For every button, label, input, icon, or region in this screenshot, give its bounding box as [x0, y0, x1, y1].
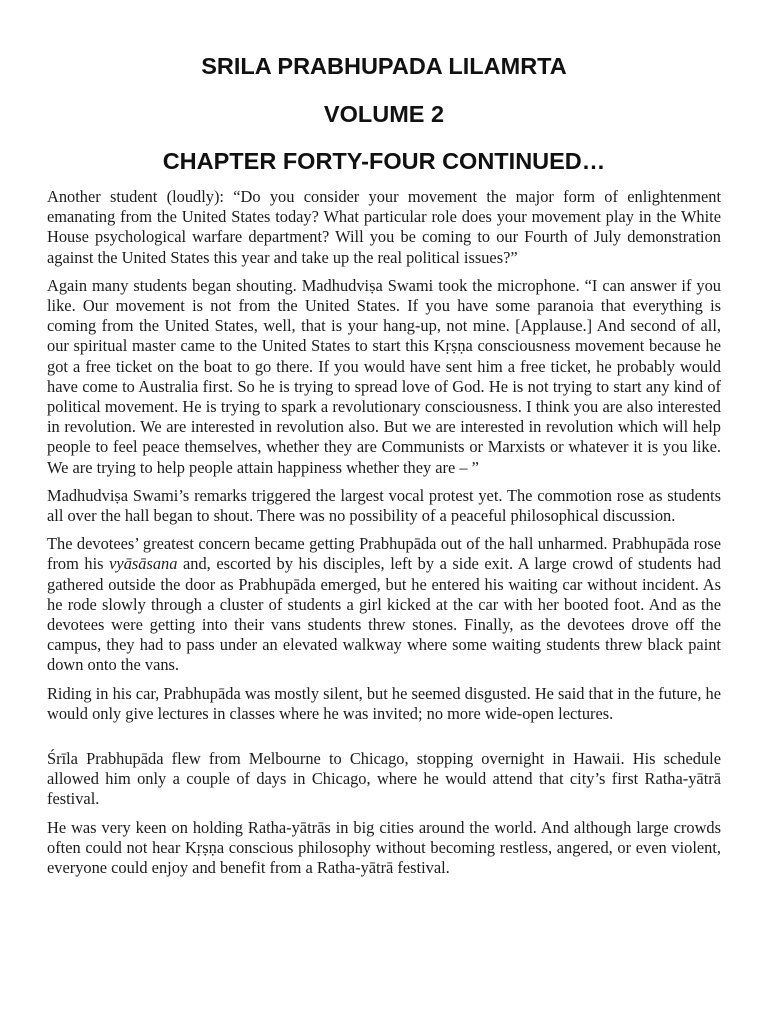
book-title: SRILA PRABHUPADA LILAMRTA [201, 53, 567, 79]
paragraph-6: Śrīla Prabhupāda flew from Melbourne to Chicago, stopping overnight in Hawaii. His schedule allowed him only a couple of days in Chicago, where he would attend that city’s first Ratha-yātrā festival. [47, 749, 721, 809]
paragraph-7: He was very keen on holding Ratha-yātrās in big cities around the world. And although large crowds often could not hear Kṛṣṇa conscious philosophy without becoming restless, angered, or even violent, everyone could enjoy and benefit from a Ratha-yātrā festival. [47, 817, 721, 878]
paragraph-3: Madhudviṣa Swami’s remarks triggered the largest vocal protest yet. The commotion rose as students all over the hall began to shout. There was no possibility of a peaceful philosophical discussion. [47, 485, 721, 526]
paragraph-4-text-start: The devotees’ greatest concern became getting Prabhupāda out of the hall unharmed. Prabhupāda rose from his [47, 534, 721, 574]
paragraph-2: Again many students began shouting. Madhudviṣa Swami took the microphone. “I can answer if you like. Our movement is not from the United States. If you have some paranoia that everything is coming from the United States, well, that is your hang-up, not mine. [Applause.] And second of all, our spiritual master came to the United States to start this Kṛṣṇa consciousness movement because he got a free ticket on the boat to go there. If you would have sent him a free ticket, he probably would have come to Australia first. So he is trying to spread love of God. He is not trying to start any kind of political movement. He is trying to spark a revolutionary consciousness. I think you are also interested in revolution. We are interested in revolution also. But we are interested in revolution which will help people to feel peace themselves, whether they are Communists or Marxists or whatever it is you like. We are trying to help people attain happiness whether they are – ” [47, 275, 721, 477]
paragraph-4 [47, 534, 721, 675]
paragraph-4-italic-term: vyāsāsana [109, 554, 178, 574]
paragraph-5: Riding in his car, Prabhupāda was mostly silent, but he seemed disgusted. He said that in the future, he would only give lectures in classes where he was invited; no more wide-open lectures. [47, 683, 721, 723]
paragraph-1: Another student (loudly): “Do you consider your movement the major form of enlightenment emanating from the United States today? What particular role does your movement play in the White House psychological warfare department? Will you be coming to our Fourth of July demonstration against the United States this year and take up the real political issues?” [47, 187, 721, 267]
document-body [47, 187, 721, 878]
volume-title: VOLUME 2 [323, 101, 445, 127]
chapter-title: CHAPTER FORTY-FOUR CONTINUED… [162, 148, 606, 174]
paragraph-4-text-end: and, escorted by his disciples, left by a side exit. A large crowd of students had gathered outside the door as Prabhupāda emerged, but he entered his waiting car without incident. As he rode slowly through a cluster of students a girl kicked at the car with her booted foot. And as the devotees were getting into their vans students threw stones. Finally, as the devotees drove off the campus, they had to pass under an elevated walkway where some waiting students threw black paint down onto the vans. [47, 554, 721, 675]
